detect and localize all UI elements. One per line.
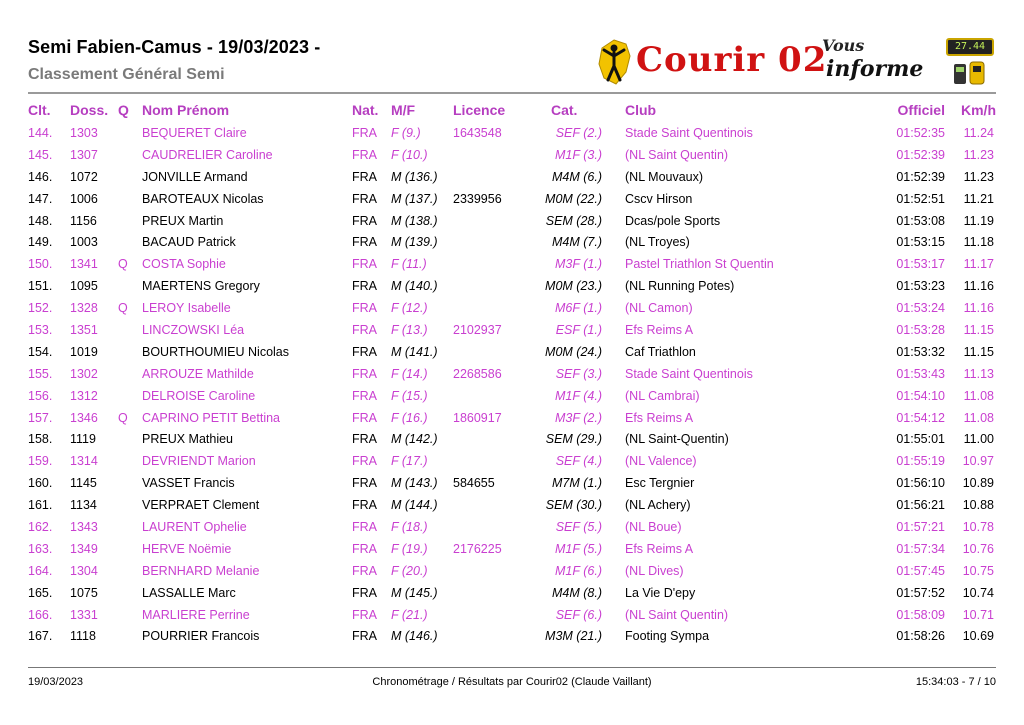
stopwatch-display: 27.44 <box>946 38 994 56</box>
table-row <box>0 562 1024 584</box>
cell-speed: 11.08 <box>963 410 994 425</box>
cell-name: CAPRINO PETIT Bettina <box>142 410 281 425</box>
cell-gender-rank: F (13.) <box>391 323 428 338</box>
cell-name: LASSALLE Marc <box>142 585 236 600</box>
cell-club: (NL Troyes) <box>625 235 690 250</box>
cell-licence: 1643548 <box>453 126 502 140</box>
cell-category: M1F (5.) <box>555 541 602 556</box>
cell-speed: 11.16 <box>963 301 994 316</box>
cell-speed: 11.24 <box>963 126 994 140</box>
cell-official-time: 01:54:10 <box>896 388 945 403</box>
col-nom-header: Nom Prénom <box>142 102 230 118</box>
cell-club: (NL Valence) <box>625 454 697 469</box>
cell-club: Efs Reims A <box>625 323 694 338</box>
cell-speed: 11.13 <box>963 366 994 381</box>
table-row <box>0 365 1024 387</box>
cell-official-time: 01:58:09 <box>896 607 945 622</box>
cell-nationality: FRA <box>352 366 377 381</box>
cell-clt: 167. <box>28 629 53 644</box>
cell-doss: 1119 <box>70 432 96 447</box>
cell-category: SEF (2.) <box>555 126 602 140</box>
cell-clt: 157. <box>28 410 53 425</box>
cell-category: M4M (6.) <box>552 169 602 184</box>
cell-category: SEF (4.) <box>555 454 602 469</box>
cell-nationality: FRA <box>352 388 377 403</box>
cell-club: Stade Saint Quentinois <box>625 366 753 381</box>
table-row <box>0 212 1024 234</box>
cell-official-time: 01:57:52 <box>896 585 945 600</box>
cell-club: Footing Sympa <box>625 629 710 644</box>
cell-doss: 1341 <box>70 257 98 272</box>
cell-clt: 160. <box>28 476 53 491</box>
table-row <box>0 343 1024 365</box>
page-title: Semi Fabien-Camus - 19/03/2023 - <box>28 37 321 57</box>
cell-club: Dcas/pole Sports <box>625 213 721 228</box>
cell-gender-rank: M (140.) <box>391 279 438 294</box>
cell-name: BEQUERET Claire <box>142 126 247 140</box>
cell-speed: 10.78 <box>962 520 994 535</box>
cell-category: M3F (2.) <box>555 410 602 425</box>
cell-name: LINCZOWSKI Léa <box>142 323 245 338</box>
col-doss-header: Doss. <box>70 102 109 118</box>
cell-speed: 11.18 <box>963 235 994 250</box>
cell-official-time: 01:53:24 <box>896 301 945 316</box>
cell-official-time: 01:55:19 <box>896 454 945 469</box>
cell-official-time: 01:53:08 <box>896 213 945 228</box>
cell-doss: 1351 <box>70 323 98 338</box>
cell-doss: 1303 <box>70 126 98 140</box>
cell-clt: 158. <box>28 432 53 447</box>
cell-official-time: 01:52:39 <box>896 147 945 162</box>
cell-speed: 11.17 <box>963 257 994 272</box>
cell-clt: 163. <box>28 541 53 556</box>
cell-clt: 149. <box>28 235 53 250</box>
cell-gender-rank: M (144.) <box>391 498 438 513</box>
table-row <box>0 190 1024 212</box>
cell-name: JONVILLE Armand <box>142 169 248 184</box>
cell-clt: 166. <box>28 607 53 622</box>
cell-speed: 11.15 <box>963 323 994 338</box>
cell-nationality: FRA <box>352 147 377 162</box>
cell-category: M4M (7.) <box>552 235 602 250</box>
cell-gender-rank: M (145.) <box>391 585 438 600</box>
cell-category: SEM (29.) <box>545 432 602 447</box>
cell-speed: 11.15 <box>963 344 994 359</box>
cell-doss: 1307 <box>70 147 98 162</box>
cell-gender-rank: M (139.) <box>391 235 438 250</box>
cell-clt: 153. <box>28 323 53 338</box>
table-row <box>0 496 1024 518</box>
cell-gender-rank: F (21.) <box>391 607 428 622</box>
cell-name: PREUX Martin <box>142 213 224 228</box>
cell-gender-rank: F (12.) <box>391 301 428 316</box>
cell-gender-rank: M (146.) <box>391 629 438 644</box>
cell-nationality: FRA <box>352 410 377 425</box>
cell-licence: 584655 <box>453 476 495 491</box>
cell-category: M3M (21.) <box>545 629 602 644</box>
cell-category: M6F (1.) <box>555 301 602 316</box>
cell-name: BACAUD Patrick <box>142 235 236 250</box>
cell-category: M0M (24.) <box>545 344 602 359</box>
cell-name: DEVRIENDT Marion <box>142 454 256 469</box>
cell-clt: 154. <box>28 344 53 359</box>
cell-doss: 1118 <box>70 629 96 644</box>
cell-speed: 10.69 <box>962 629 994 644</box>
col-licence-header: Licence <box>453 102 506 118</box>
cell-name: HERVE Noëmie <box>142 541 232 556</box>
cell-gender-rank: M (143.) <box>391 476 438 491</box>
cell-official-time: 01:53:43 <box>896 366 945 381</box>
cell-licence: 1860917 <box>453 410 502 425</box>
cell-nationality: FRA <box>352 585 377 600</box>
cell-gender-rank: F (17.) <box>391 454 428 469</box>
cell-qualified: Q <box>118 410 128 425</box>
cell-doss: 1314 <box>70 454 98 469</box>
cell-gender-rank: F (16.) <box>391 410 428 425</box>
runner-figure-icon <box>596 38 632 86</box>
cell-speed: 11.16 <box>963 279 994 294</box>
cell-club: Stade Saint Quentinois <box>625 126 753 140</box>
cell-category: M1F (3.) <box>555 147 602 162</box>
footer-credit: Chronométrage / Résultats par Courir02 (Claude Vaillant) <box>372 676 652 688</box>
cell-doss: 1075 <box>70 585 98 600</box>
cell-nationality: FRA <box>352 213 377 228</box>
cell-official-time: 01:56:21 <box>896 498 945 513</box>
cell-doss: 1134 <box>70 498 97 513</box>
cell-official-time: 01:57:21 <box>896 520 945 535</box>
cell-category: ESF (1.) <box>555 323 602 338</box>
cell-club: (NL Achery) <box>625 498 691 513</box>
cell-clt: 155. <box>28 366 53 381</box>
col-mf-header: M/F <box>391 102 416 118</box>
cell-gender-rank: F (15.) <box>391 388 428 403</box>
cell-official-time: 01:54:12 <box>896 410 945 425</box>
cell-speed: 11.21 <box>963 191 994 206</box>
cell-speed: 10.74 <box>962 585 994 600</box>
table-row <box>0 430 1024 452</box>
table-row <box>0 606 1024 628</box>
cell-qualified: Q <box>118 257 128 272</box>
cell-category: SEF (5.) <box>555 520 602 535</box>
cell-clt: 165. <box>28 585 53 600</box>
cell-official-time: 01:57:34 <box>896 541 945 556</box>
cell-doss: 1003 <box>70 235 98 250</box>
cell-doss: 1346 <box>70 410 98 425</box>
header-divider <box>28 92 996 94</box>
cell-gender-rank: M (141.) <box>391 344 438 359</box>
cell-nationality: FRA <box>352 344 377 359</box>
cell-nationality: FRA <box>352 607 377 622</box>
cell-nationality: FRA <box>352 235 377 250</box>
col-officiel-header: Officiel <box>897 102 945 118</box>
cell-club: (NL Saint-Quentin) <box>625 432 729 447</box>
cell-speed: 10.75 <box>962 563 994 578</box>
cell-doss: 1343 <box>70 520 98 535</box>
table-row <box>0 474 1024 496</box>
cell-nationality: FRA <box>352 301 377 316</box>
cell-doss: 1072 <box>70 169 98 184</box>
cell-name: ARROUZE Mathilde <box>142 366 254 381</box>
col-nat-header: Nat. <box>352 102 379 118</box>
cell-category: SEM (28.) <box>545 213 602 228</box>
cell-speed: 10.97 <box>962 454 994 469</box>
cell-doss: 1328 <box>70 301 98 316</box>
cell-clt: 147. <box>28 191 53 206</box>
cell-speed: 11.19 <box>963 213 994 228</box>
cell-qualified: Q <box>118 301 128 316</box>
results-table <box>0 124 1024 649</box>
cell-clt: 145. <box>28 147 53 162</box>
page-subtitle: Classement Général Semi <box>28 66 225 83</box>
cell-club: (NL Dives) <box>625 563 684 578</box>
cell-licence: 2339956 <box>453 191 502 206</box>
cell-doss: 1312 <box>70 388 98 403</box>
cell-name: LAURENT Ophelie <box>142 520 247 535</box>
cell-official-time: 01:56:10 <box>896 476 945 491</box>
col-club-header: Club <box>625 102 657 118</box>
cell-clt: 148. <box>28 213 53 228</box>
cell-gender-rank: M (136.) <box>391 169 438 184</box>
cell-nationality: FRA <box>352 520 377 535</box>
cell-category: SEF (6.) <box>555 607 602 622</box>
cell-name: COSTA Sophie <box>142 257 226 272</box>
cell-licence: 2268586 <box>453 366 502 381</box>
table-row <box>0 584 1024 606</box>
cell-name: CAUDRELIER Caroline <box>142 147 273 162</box>
logo-informe-text: informe <box>826 56 924 82</box>
cell-nationality: FRA <box>352 323 377 338</box>
cell-speed: 11.23 <box>963 169 994 184</box>
cell-club: Efs Reims A <box>625 410 694 425</box>
cell-licence: 2102937 <box>453 323 502 338</box>
cell-category: M0M (23.) <box>545 279 602 294</box>
cell-gender-rank: F (18.) <box>391 520 428 535</box>
col-q-header: Q <box>118 102 129 118</box>
table-row <box>0 540 1024 562</box>
col-kmh-header: Km/h <box>961 102 996 118</box>
cell-name: VERPRAET Clement <box>142 498 260 513</box>
cell-nationality: FRA <box>352 498 377 513</box>
cell-category: SEM (30.) <box>545 498 602 513</box>
cell-speed: 11.08 <box>963 388 994 403</box>
cell-speed: 10.89 <box>962 476 994 491</box>
table-row <box>0 168 1024 190</box>
cell-name: BOURTHOUMIEU Nicolas <box>142 344 290 359</box>
cell-doss: 1145 <box>70 476 97 491</box>
logo-vous-text: Vous <box>822 36 865 55</box>
chrono-device-icon <box>952 60 986 86</box>
cell-nationality: FRA <box>352 279 377 294</box>
cell-official-time: 01:53:23 <box>896 279 945 294</box>
table-row <box>0 299 1024 321</box>
cell-clt: 152. <box>28 301 53 316</box>
cell-doss: 1019 <box>70 344 98 359</box>
col-clt-header: Clt. <box>28 102 51 118</box>
table-row <box>0 146 1024 168</box>
cell-clt: 146. <box>28 169 53 184</box>
cell-club: (NL Boue) <box>625 520 682 535</box>
cell-clt: 156. <box>28 388 53 403</box>
table-header <box>0 101 1024 119</box>
cell-speed: 10.76 <box>962 541 994 556</box>
cell-name: VASSET Francis <box>142 476 235 491</box>
cell-doss: 1331 <box>70 607 98 622</box>
cell-name: DELROISE Caroline <box>142 388 256 403</box>
cell-doss: 1156 <box>70 213 97 228</box>
cell-gender-rank: F (14.) <box>391 366 428 381</box>
cell-clt: 144. <box>28 126 53 140</box>
cell-clt: 150. <box>28 257 53 272</box>
cell-category: M1F (6.) <box>555 563 602 578</box>
table-row <box>0 518 1024 540</box>
cell-club: (NL Saint Quentin) <box>625 147 729 162</box>
cell-clt: 164. <box>28 563 53 578</box>
cell-doss: 1304 <box>70 563 98 578</box>
cell-category: M3F (1.) <box>555 257 602 272</box>
footer-date: 19/03/2023 <box>28 676 84 688</box>
cell-clt: 161. <box>28 498 53 513</box>
logo-main-text: Courir 02 <box>636 40 828 80</box>
cell-category: M1F (4.) <box>555 388 602 403</box>
table-row <box>0 409 1024 431</box>
cell-official-time: 01:52:51 <box>896 191 945 206</box>
cell-official-time: 01:57:45 <box>896 563 945 578</box>
cell-nationality: FRA <box>352 432 377 447</box>
table-row <box>0 452 1024 474</box>
cell-doss: 1095 <box>70 279 98 294</box>
cell-name: PREUX Mathieu <box>142 432 234 447</box>
cell-club: (NL Saint Quentin) <box>625 607 729 622</box>
cell-club: Cscv Hirson <box>625 191 693 206</box>
cell-nationality: FRA <box>352 563 377 578</box>
cell-official-time: 01:52:39 <box>896 169 945 184</box>
cell-speed: 11.23 <box>963 147 994 162</box>
cell-doss: 1006 <box>70 191 98 206</box>
cell-category: SEF (3.) <box>555 366 602 381</box>
cell-official-time: 01:52:35 <box>896 126 945 140</box>
cell-nationality: FRA <box>352 629 377 644</box>
cell-gender-rank: M (142.) <box>391 432 438 447</box>
cell-gender-rank: F (9.) <box>391 126 421 140</box>
cell-official-time: 01:53:17 <box>896 257 945 272</box>
cell-nationality: FRA <box>352 169 377 184</box>
cell-club: (NL Cambrai) <box>625 388 700 403</box>
cell-speed: 11.00 <box>963 432 994 447</box>
cell-club: Caf Triathlon <box>625 344 696 359</box>
table-row <box>0 627 1024 649</box>
cell-category: M0M (22.) <box>545 191 602 206</box>
cell-nationality: FRA <box>352 476 377 491</box>
table-row <box>0 387 1024 409</box>
cell-clt: 162. <box>28 520 53 535</box>
cell-name: POURRIER Francois <box>142 629 260 644</box>
cell-official-time: 01:53:28 <box>896 323 945 338</box>
cell-club: Efs Reims A <box>625 541 694 556</box>
footer-divider <box>28 667 996 668</box>
cell-doss: 1302 <box>70 366 98 381</box>
table-row <box>0 124 1024 146</box>
cell-category: M7M (1.) <box>552 476 602 491</box>
cell-gender-rank: M (138.) <box>391 213 438 228</box>
cell-club: (NL Mouvaux) <box>625 169 704 184</box>
cell-official-time: 01:53:15 <box>896 235 945 250</box>
cell-official-time: 01:53:32 <box>896 344 945 359</box>
cell-gender-rank: F (19.) <box>391 541 428 556</box>
cell-club: (NL Running Potes) <box>625 279 735 294</box>
cell-speed: 10.71 <box>962 607 994 622</box>
col-cat-header: Cat. <box>551 102 578 118</box>
cell-nationality: FRA <box>352 191 377 206</box>
cell-nationality: FRA <box>352 257 377 272</box>
courir02-logo <box>596 34 996 90</box>
cell-name: MARLIERE Perrine <box>142 607 250 622</box>
cell-name: MAERTENS Gregory <box>142 279 260 294</box>
cell-name: BAROTEAUX Nicolas <box>142 191 264 206</box>
cell-clt: 159. <box>28 454 53 469</box>
cell-nationality: FRA <box>352 454 377 469</box>
table-row <box>0 277 1024 299</box>
cell-name: BERNHARD Melanie <box>142 563 260 578</box>
cell-licence: 2176225 <box>453 541 502 556</box>
cell-club: Pastel Triathlon St Quentin <box>625 257 774 272</box>
cell-speed: 10.88 <box>962 498 994 513</box>
cell-nationality: FRA <box>352 541 377 556</box>
cell-club: (NL Camon) <box>625 301 693 316</box>
cell-name: LEROY Isabelle <box>142 301 231 316</box>
table-row <box>0 255 1024 277</box>
cell-club: Esc Tergnier <box>625 476 695 491</box>
cell-category: M4M (8.) <box>552 585 602 600</box>
table-row <box>0 233 1024 255</box>
cell-gender-rank: F (10.) <box>391 147 428 162</box>
footer-time-page: 15:34:03 - 7 / 10 <box>915 676 996 688</box>
cell-nationality: FRA <box>352 126 377 140</box>
table-row <box>0 321 1024 343</box>
cell-gender-rank: F (20.) <box>391 563 428 578</box>
cell-club: La Vie D'epy <box>625 585 696 600</box>
cell-gender-rank: M (137.) <box>391 191 438 206</box>
cell-official-time: 01:55:01 <box>896 432 945 447</box>
cell-clt: 151. <box>28 279 53 294</box>
cell-official-time: 01:58:26 <box>896 629 945 644</box>
cell-gender-rank: F (11.) <box>391 257 427 272</box>
cell-doss: 1349 <box>70 541 98 556</box>
